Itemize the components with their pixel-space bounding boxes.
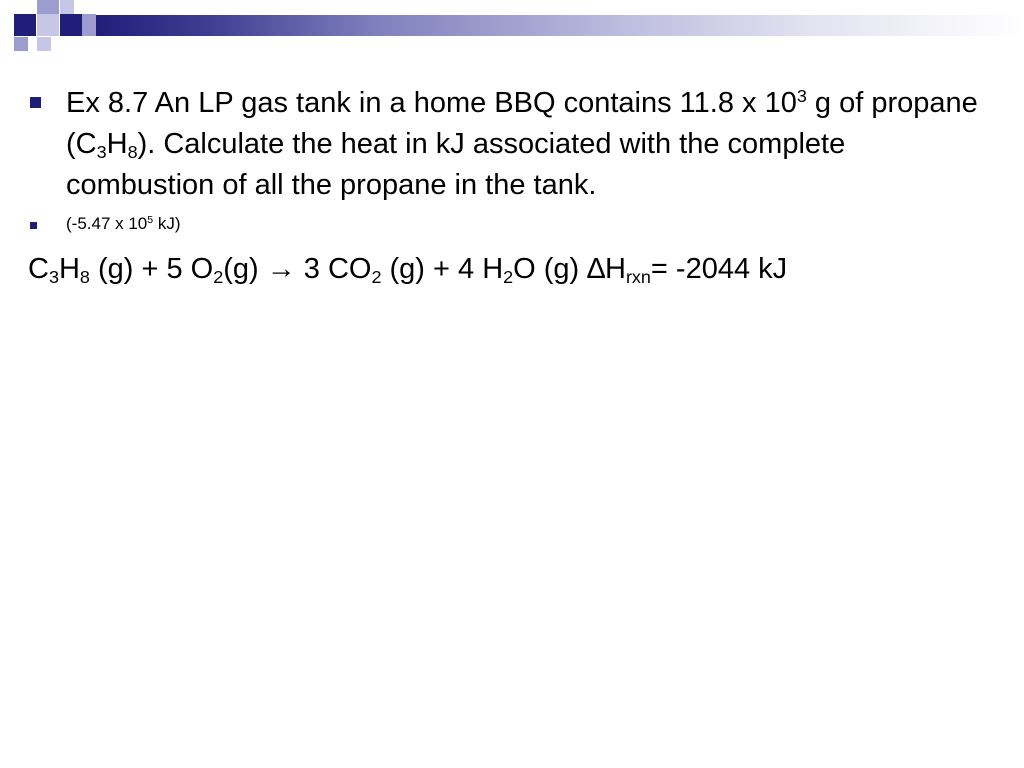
bullet-text-example: Ex 8.7 An LP gas tank in a home BBQ contains 11.8 x $10^3$ g of propane $(C_3H_8)$. Calculate the heat in kJ associated with the complete combustion of all the propane in the tank.	[66, 86, 978, 201]
bullet-square	[30, 97, 41, 108]
decor-square	[14, 37, 28, 51]
decor-square	[60, 14, 82, 36]
answer-text: (-5.47 x $10^5$ kJ)	[66, 214, 181, 233]
decor-square	[37, 0, 59, 14]
header-gradient-band	[96, 15, 1024, 36]
decor-square	[82, 14, 96, 36]
decor-square	[37, 14, 59, 36]
combustion-equation: $C_3H_8$ (g) + 5 $O_2(g) \to 3$ $CO_2$ (g) + 4 $H_2O$ (g) $\Delta H_{rxn}= -2044$ kJ	[28, 253, 788, 288]
decor-square	[60, 0, 74, 14]
decor-square	[37, 37, 51, 51]
header-decoration	[0, 0, 1024, 56]
sub-bullet-square	[30, 222, 37, 229]
decor-square	[14, 14, 36, 36]
